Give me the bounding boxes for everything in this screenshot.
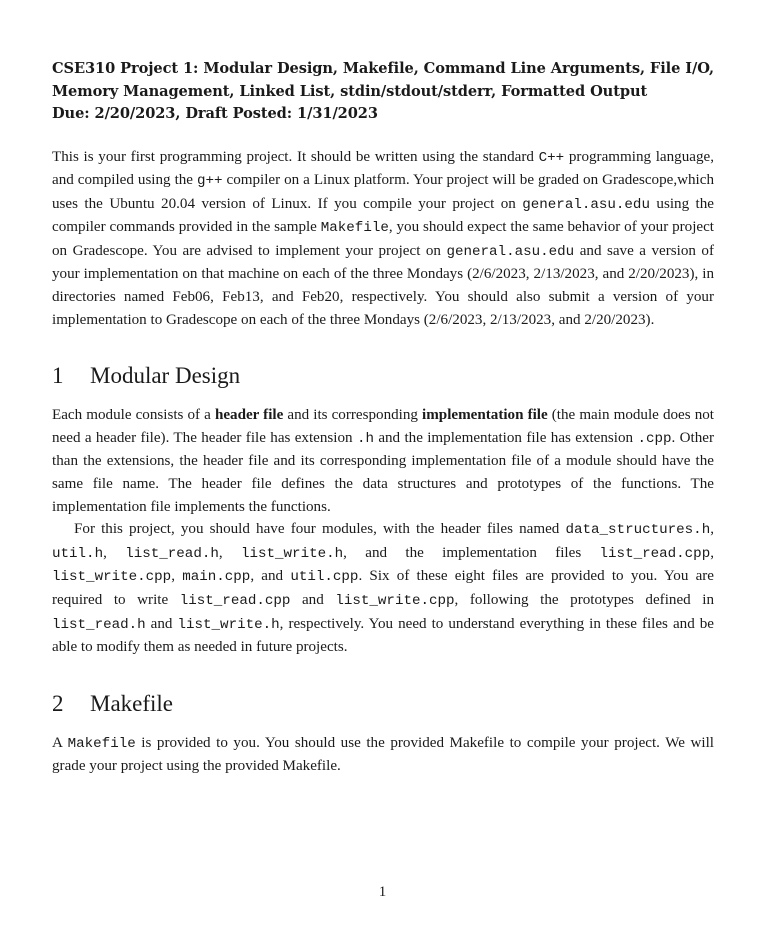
code-file: list_write.h bbox=[240, 545, 344, 562]
code-host: general.asu.edu bbox=[446, 243, 575, 260]
code-file: list_read.cpp bbox=[179, 593, 291, 609]
code-ext-h: .h bbox=[356, 430, 374, 447]
code-file: data_structures.h bbox=[565, 522, 711, 539]
code-file: list_write.h bbox=[177, 616, 280, 633]
code-file: list_read.h bbox=[125, 545, 219, 562]
title-line-2: Memory Management, Linked List, stdin/stdout/stderr, Formatted Output bbox=[52, 82, 648, 100]
keyword-implementation-file: implementation file bbox=[422, 407, 548, 424]
code-gpp: g++ bbox=[196, 173, 223, 190]
code-file: util.cpp bbox=[290, 569, 359, 586]
modular-design-paragraph-2: For this project, you should have four modules, with the header files named data_structures.h, util.h, list_read.h, list_write.h, and the implementation files list_read.cpp, list_write.cpp, main.cpp, and util.cpp. Six of these eight files are provided to you. You are required to write list_read.cpp and list_write.cpp, following the prototypes defined in list_read.h and list_write.h, respectively. You need to understand everything in these files and be able to modify them as needed in future projects. bbox=[52, 521, 715, 656]
code-ext-cpp: .cpp bbox=[637, 430, 672, 447]
document-page bbox=[52, 58, 714, 778]
section-heading-makefile bbox=[52, 690, 714, 718]
section-heading-modular-design bbox=[52, 362, 714, 390]
due-date-line: Due: 2/20/2023, Draft Posted: 1/31/2023 bbox=[52, 105, 378, 122]
code-file: list_read.h bbox=[52, 616, 146, 633]
code-makefile: Makefile bbox=[67, 735, 136, 752]
code-file: main.cpp bbox=[182, 569, 251, 586]
modular-design-paragraph-1: Each module consists of a header file and its corresponding implementation file (the main module does not need a header file). The header file has extension .h and the implementation file has extension .cpp. Other than the extensions, the header file and its corresponding implementation file of a module should have the same file name. The header file defines the data structures and prototypes of the functions. The implementation file implements the functions. bbox=[52, 407, 715, 515]
code-makefile: Makefile bbox=[320, 220, 389, 237]
section-title: Makefile bbox=[90, 690, 174, 716]
code-cpp: C++ bbox=[538, 149, 565, 166]
makefile-paragraph: A Makefile is provided to you. You should use the provided Makefile to compile your project. We will grade your project using the provided Makefile. bbox=[52, 734, 714, 775]
code-file: list_read.cpp bbox=[599, 545, 711, 562]
page-number: 1 bbox=[378, 884, 387, 900]
document-title bbox=[52, 58, 714, 126]
section-number: 2 bbox=[52, 690, 64, 716]
intro-paragraph: This is your first programming project. It should be written using the standard C++ programming language, and compiled using the g++ compiler on a Linux platform. Your project will be graded on Gradescope,which uses the Ubuntu 20.04 version of Linux. If you compile your project on general.asu.edu using the compiler commands provided in the sample Makefile, you should expect the same behavior of your project on Gradescope. You are advised to implement your project on general.asu.edu and save a version of your implementation on that machine on each of the three Mondays (2/6/2023, 2/13/2023, and 2/20/2023), in directories named Feb06, Feb13, and Feb20, respectively. You should also submit a version of your implementation to Gradescope on each of the three Mondays (2/6/2023, 2/13/2023, and 2/20/2023). bbox=[52, 148, 715, 328]
code-file: list_write.cpp bbox=[335, 593, 455, 609]
section-title: Modular Design bbox=[90, 363, 241, 389]
keyword-header-file: header file bbox=[214, 407, 284, 424]
code-file: list_write.cpp bbox=[52, 569, 172, 586]
title-line-1: CSE310 Project 1: Modular Design, Makefile, Command Line Arguments, File I/O, bbox=[52, 60, 714, 77]
code-host: general.asu.edu bbox=[522, 196, 650, 213]
section-number: 1 bbox=[52, 363, 64, 389]
code-file: util.h bbox=[52, 545, 104, 562]
